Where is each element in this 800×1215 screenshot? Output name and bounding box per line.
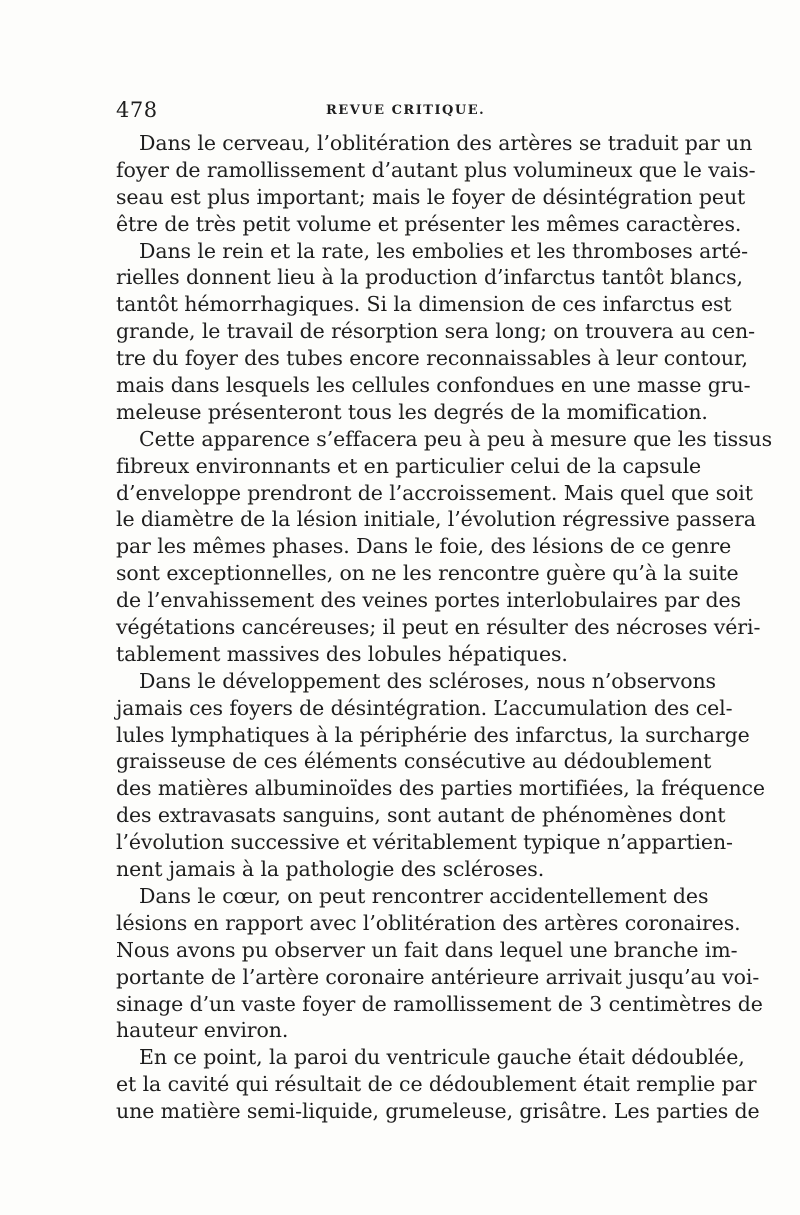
text-line: d’enveloppe prendront de l’accroissement. Mais quel que soit [116,480,753,505]
text-line: nent jamais à la pathologie des scléroses. [116,857,545,882]
running-head [116,98,686,128]
text-line: seau est plus important; mais le foyer de désintégration peut [116,184,746,209]
text-line: rielles donnent lieu à la production d’infarctus tantôt blancs, [116,265,743,290]
text-line: Dans le rein et la rate, les embolies et les thromboses arté- [139,238,748,263]
text-line: par les mêmes phases. Dans le foie, des lésions de ce genre [116,534,732,559]
text-line: de l’envahissement des veines portes interlobulaires par des [116,588,741,613]
text-line: sinage d’un vaste foyer de ramollissement de 3 centimètres de [116,991,763,1016]
text-line: une matière semi-liquide, grumeleuse, grisâtre. Les parties de [116,1099,760,1124]
text-line: l’évolution successive et véritablement typique n’appartien- [116,830,733,855]
text-line: graisseuse de ces éléments consécutive au dédoublement [116,749,712,774]
body-text [116,130,773,1125]
text-line: Cette apparence s’effacera peu à peu à mesure que les tissus [139,426,773,451]
text-line: fibreux environnants et en particulier celui de la capsule [116,453,702,478]
text-line: jamais ces foyers de désintégration. L’accumulation des cel- [116,695,733,720]
text-line: hauteur environ. [116,1018,289,1043]
text-line: tre du foyer des tubes encore reconnaissables à leur contour, [116,346,748,371]
text-line: mais dans lesquels les cellules confondues en une masse gru- [116,373,751,398]
text-line: Nous avons pu observer un fait dans lequel une branche im- [116,937,738,962]
text-line: tantôt hémorrhagiques. Si la dimension de ces infarctus est [116,292,732,317]
text-line: sont exceptionnelles, on ne les rencontre guère qu’à la suite [116,561,739,586]
text-line: meleuse présenteront tous les degrés de la momification. [116,399,708,424]
text-line: grande, le travail de résorption sera long; on trouvera au cen- [116,319,755,344]
text-line: Dans le développement des scléroses, nous n’observons [139,668,716,693]
text-line: Dans le cœur, on peut rencontrer accidentellement des [139,883,709,908]
text-line: Dans le cerveau, l’oblitération des artères se traduit par un [139,131,753,155]
page-number: 478 [116,98,158,122]
text-line: tablement massives des lobules hépatiques. [116,641,568,666]
text-line: foyer de ramollissement d’autant plus volumineux que le vais- [116,157,756,182]
text-line: végétations cancéreuses; il peut en résulter des nécroses véri- [116,615,761,640]
text-line: lules lymphatiques à la périphérie des infarctus, la surcharge [116,722,750,747]
text-line: En ce point, la paroi du ventricule gauche était dédoublée, [139,1045,745,1070]
text-line: le diamètre de la lésion initiale, l’évolution régressive passera [116,507,756,532]
text-line: des matières albuminoïdes des parties mortifiées, la fréquence [116,776,765,801]
text-line: portante de l’artère coronaire antérieure arrivait jusqu’au voi- [116,964,760,989]
text-line: être de très petit volume et présenter les mêmes caractères. [116,211,742,236]
text-line: lésions en rapport avec l’oblitération des artères coronaires. [116,910,741,935]
text-line: et la cavité qui résultait de ce dédoublement était remplie par [116,1072,757,1097]
text-line: des extravasats sanguins, sont autant de phénomènes dont [116,803,726,828]
running-title: REVUE CRITIQUE. [326,103,486,118]
